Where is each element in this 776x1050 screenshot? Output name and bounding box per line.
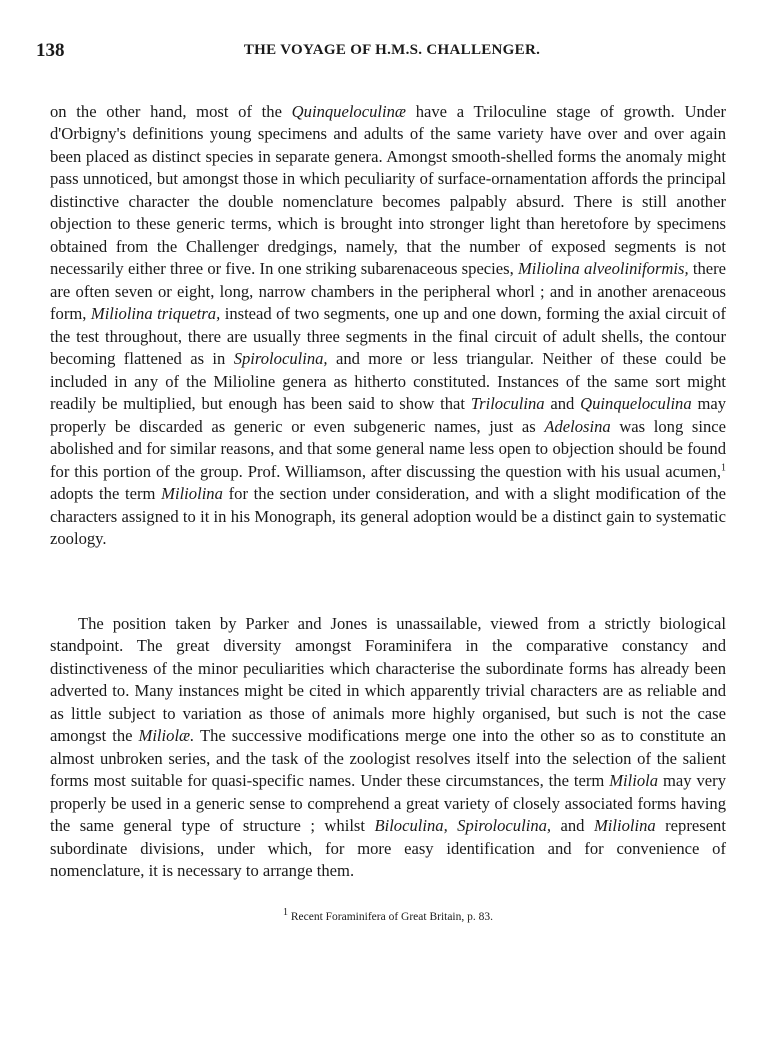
text-run: for the section under consideration, and with a slight modification of the characters assigned to it in his Monograph, its general adoption would be a distinct gain to systematic zoology. [50,484,726,549]
taxon-name: Quinqueloculinæ [291,101,406,121]
text-run: The successive modifications merge one into the other so as to constitute an almost unbroken series, and the task of the zoologist resolves itself into the selection of the salient forms most suitable for quasi-specific names. Under these circumstances, the term [50,726,726,791]
text-run: and more or less triangular. Neither of these could be included in any of the Milioline genera as hitherto constituted. Instances of the same sort might readily be multiplied, but enough has been said to show that [50,349,726,414]
taxon-name: Miliolina triquetra, [90,304,221,324]
taxon-name: Miliolæ. [138,726,195,746]
running-title: THE VOYAGE OF H.M.S. CHALLENGER. [243,42,541,58]
taxon-name: Miliolina [593,816,656,836]
page-header [36,40,748,68]
taxon-name: Spiroloculina, [233,349,328,369]
text-run: instead of two segments, one up and one down, forming the axial circuit of the test throughout, there are usually three segments in the final circuit of adult shells, the contour becoming flattened as in [50,304,726,369]
text-run: was long since abolished and for similar reasons, and that some general name less open to objection should be found for this portion of the group. Prof. Williamson, after discussing the question with his usual acumen, [50,416,726,481]
text-run: The position taken by Parker and Jones is unassailable, viewed from a strictly biological standpoint. The great diversity amongst Foraminifera in the comparative constancy and distinctiveness of the minor peculiarities which characterise the subordinate forms has already been adverted to. Many instances might be cited in which apparently trivial characters are as reliable and as little subject to variation as those of animals more highly organised, but such is not the case amongst the [50,613,726,746]
footnote-reference: 1 [721,462,726,474]
footnote [50,907,726,923]
text-run: represent subordinate divisions, under which, for more easy identification and for convenience of nomenclature, it is necessary to arrange them. [50,816,726,881]
body-paragraph-1 [50,101,726,551]
taxon-name: Biloculina, Spiroloculina, [374,816,552,836]
taxon-name: Miliolina [161,484,223,504]
text-run: have a Triloculine stage of growth. Under d'Orbigny's definitions young specimens and adults of the same variety have over and over again been placed as distinct species in separate genera. Amongst smooth-shelled forms the anomaly might pass unnoticed, but amongst those in which peculiarity of surface-ornamentation affords the principal distinctive character the double nomenclature becomes palpably absurd. There is still another objection to these generic terms, which is brought into stronger light than heretofore by specimens obtained from the Challenger dredgings, namely, that the number of exposed segments is not necessarily either three or five. In one striking subarenaceous species, [50,101,726,279]
taxon-name: Triloculina [470,394,545,414]
text-run: may very properly be used in a generic sense to comprehend a great variety of closely associated forms having the same general type of structure ; whilst [50,771,726,836]
body-paragraph-2 [50,613,726,883]
text-run: and [544,394,581,414]
taxon-name: Adelosina [544,416,611,436]
footnote-text: Recent Foraminifera of Great Britain, p. 83. [287,911,494,923]
taxon-name: Miliola [609,771,659,791]
text-run: and [551,816,594,836]
taxon-name: Quinqueloculina [580,394,692,414]
text-run: there are often seven or eight, long, narrow chambers in the peripheral whorl ; and in another arenaceous form, [50,259,726,324]
text-run: adopts the term [50,484,162,504]
text-run: may properly be discarded as generic or even subgeneric names, just as [50,394,727,436]
page-number: 138 [36,40,65,61]
taxon-name: Miliolina alveoliniformis, [517,259,689,279]
footnote-marker: 1 [282,907,288,919]
text-run: on the other hand, most of the [50,101,292,121]
